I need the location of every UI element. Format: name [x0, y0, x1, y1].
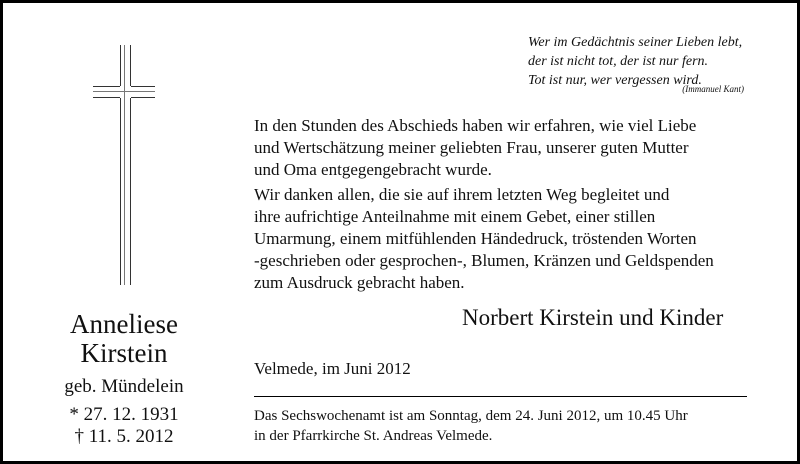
quote	[528, 33, 768, 90]
thanks-paragraph-1	[254, 115, 774, 181]
text-line: Wir danken allen, die sie auf ihrem letzten Weg begleitet und	[254, 185, 670, 204]
quote-line: Tot ist nur, wer vergessen wird.	[528, 73, 702, 88]
text-line: -geschrieben oder gesprochen-, Blumen, Kränzen und Geldspenden	[254, 251, 714, 270]
quote-line: der ist nicht tot, der ist nur fern.	[528, 54, 709, 69]
text-line: zum Ausdruck gebracht haben.	[254, 273, 465, 292]
signature: Norbert Kirstein und Kinder	[462, 305, 724, 330]
birth-name: geb. Mündelein	[64, 376, 184, 397]
text-line: und Oma entgegengebracht wurde.	[254, 160, 492, 179]
text-line: Umarmung, einem mitfühlenden Händedruck, tröstenden Worten	[254, 229, 697, 248]
place-date: Velmede, im Juni 2012	[254, 359, 411, 378]
first-name: Anneliese	[70, 309, 178, 339]
last-name: Kirstein	[80, 338, 168, 368]
quote-line: Wer im Gedächtnis seiner Lieben lebt,	[528, 35, 743, 50]
text-line: und Wertschätzung meiner geliebten Frau, unserer guten Mutter	[254, 138, 689, 157]
text-line: In den Stunden des Abschieds haben wir erfahren, wie viel Liebe	[254, 116, 697, 135]
text-line: Das Sechswochenamt ist am Sonntag, dem 24. Juni 2012, um 10.45 Uhr	[254, 408, 688, 424]
death-date: † 11. 5. 2012	[74, 426, 174, 447]
birth-date: * 27. 12. 1931	[69, 404, 179, 425]
thanks-paragraph-2	[254, 184, 774, 294]
text-line: ihre aufrichtige Anteilnahme mit einem Gebet, einer stillen	[254, 207, 656, 226]
text-line: in der Pfarrkirche St. Andreas Velmede.	[254, 428, 493, 444]
divider	[254, 396, 747, 397]
quote-author: (Immanuel Kant)	[682, 84, 744, 94]
mass-notice	[254, 406, 688, 446]
